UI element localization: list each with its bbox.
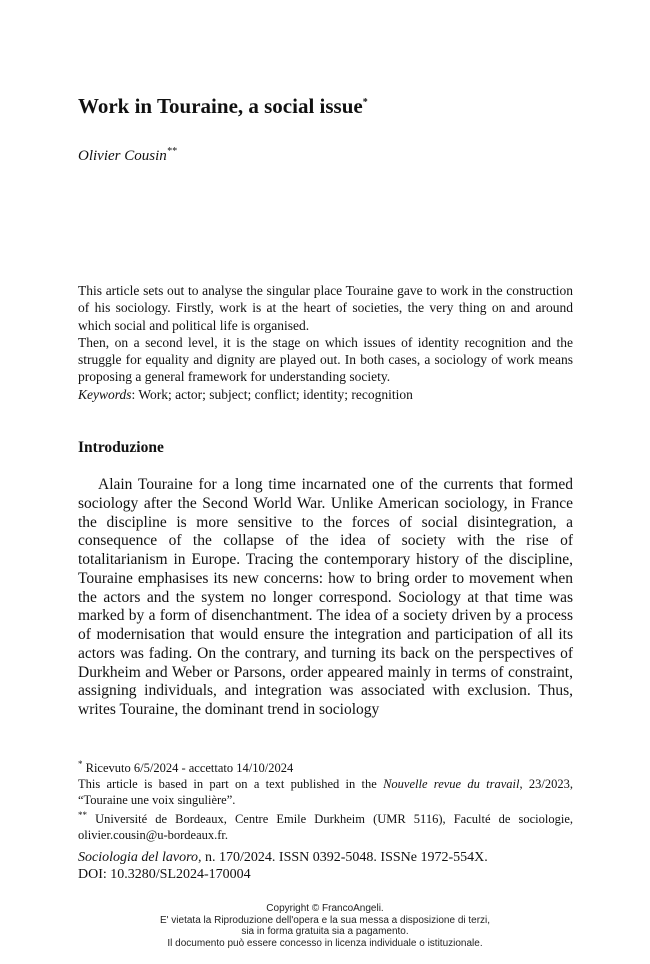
author-name: Olivier Cousin [78, 148, 167, 164]
footnote-1 [78, 760, 573, 776]
body-paragraph: Alain Touraine for a long time incarnated one of the currents that formed sociology after the Second World War. Unlike American sociology, in France the discipline is more sensitive to the forces of social disintegration, a consequence of the collapse of the idea of society with the rise of totalitarianism in Europe. Tracing the contemporary history of the discipline, Touraine emphasises its new concerns: how to bring order to movement when the actors and the system no longer correspond. Sociology at that time was marked by a form of disenchantment. The idea of a society driven by a process of modernisation that would ensure the integration and participation of all its actors was fading. On the contrary, and turning its back on the perspectives of Durkheim and Weber or Parsons, order appeared mainly in terms of constraint, assigning individuals, and integration was associated with exclusion. Thus, writes Touraine, the dominant trend in sociology [78, 476, 573, 718]
footnote-2 [78, 811, 573, 843]
footnotes [78, 760, 573, 843]
footnote-1-journal: Nouvelle revue du travail [383, 777, 520, 791]
journal-citation [78, 849, 573, 883]
copyright-line-2: E' vietata la Riproduzione dell'opera e la sua messa a disposizione di terzi, [159, 914, 491, 926]
keywords-list: : Work; actor; subject; conflict; identity; recognition [131, 386, 413, 402]
keywords-label: Keywords [78, 386, 132, 402]
citation-line [78, 849, 573, 866]
footnote-1-source [78, 776, 573, 808]
abstract [78, 282, 573, 403]
copyright-line-4: Il documento può essere concesso in licenza individuale o istituzionale. [167, 937, 483, 949]
footnote-1-source-pre: This article is based in part on a text published in the [78, 777, 384, 791]
article-author [78, 146, 177, 166]
citation-details: , n. 170/2024. ISSN 0392-5048. ISSNe 1972-554X. [198, 850, 488, 865]
footnote-1-received: Ricevuto 6/5/2024 - accettato 14/10/2024 [82, 761, 294, 775]
copyright-notice [0, 903, 650, 949]
citation-doi: DOI: 10.3280/SL2024-170004 [78, 867, 251, 882]
section-heading: Introduzione [78, 439, 164, 456]
footnote-1-mark: * [78, 758, 83, 769]
author-footnote-mark: ** [166, 146, 177, 157]
abstract-paragraph-1: This article sets out to analyse the singular place Touraine gave to work in the construction of his sociology. Firstly, work is at the heart of societies, the very thing on and around which social and political life is organised. [78, 283, 573, 333]
keywords [78, 386, 573, 403]
article-title-text: Work in Touraine, a social issue [78, 94, 363, 118]
footnote-1-source-post: , 23/2023, “Touraine une voix singulière”. [78, 777, 573, 807]
footnote-2-mark: ** [78, 809, 87, 820]
title-footnote-mark: * [362, 97, 368, 108]
copyright-line-1: Copyright © FrancoAngeli. [266, 903, 384, 914]
footnote-2-affiliation: Université de Bordeaux, Centre Emile Durkheim (UMR 5116), Faculté de sociologie, olivier.cousin@u-bordeaux.fr. [78, 812, 573, 842]
abstract-paragraph-2: Then, on a second level, it is the stage on which issues of identity recognition and the struggle for equality and dignity are played out. In both cases, a sociology of work means proposing a general framework for understanding society. [78, 334, 573, 385]
article-title [78, 92, 578, 120]
copyright-line-3: sia in forma gratuita sia a pagamento. [241, 926, 409, 938]
journal-name: Sociologia del lavoro [78, 850, 199, 865]
